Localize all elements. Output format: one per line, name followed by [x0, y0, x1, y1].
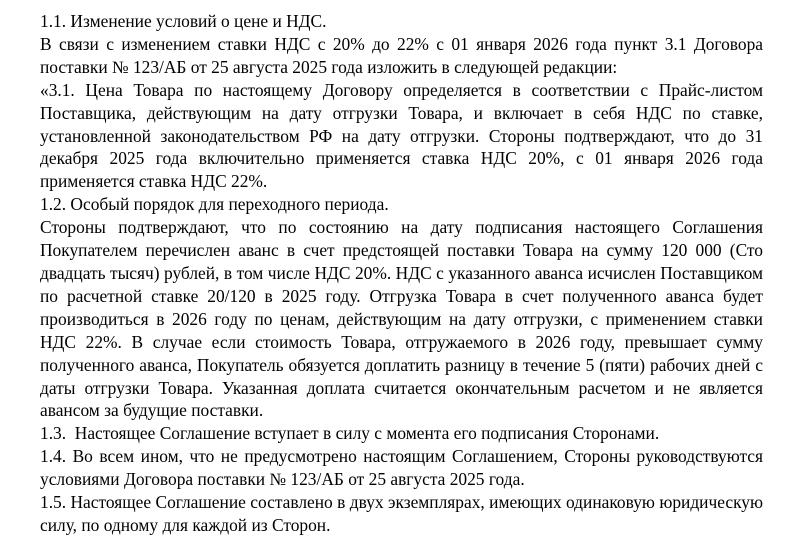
clause-1-4: 1.4. Во всем ином, что не предусмотрено настоящим Соглашением, Стороны руководствуются условиями Договора поставки № 123/АБ от 25 августа 2025 года.	[40, 446, 763, 490]
clause-1-2-heading: 1.2. Особый порядок для переходного периода.	[40, 194, 389, 215]
clause-3-1-new-wording: «3.1. Цена Товара по настоящему Договору определяется в соответствии с Прайс-листом Поставщика, действующим на дату отгрузки Товара, и включает в себя НДС по ставке, установленной законодательством РФ на дату отгрузки. Стороны подтверждают, что до 31 декабря 2025 года включительно применяется ставка НДС 20%, с 01 января 2026 года применяется ставка НДС 22%.	[40, 79, 763, 192]
clause-1-1-heading: 1.1. Изменение условий о цене и НДС.	[40, 11, 327, 31]
clause-1-3: 1.3. Настоящее Соглашение вступает в силу с момента его подписания Сторонами.	[40, 423, 660, 444]
clause-1-1-intro: В связи с изменением ставки НДС с 20% до 22% с 01 января 2026 года пункт 3.1 Договора поставки № 123/АБ от 25 августа 2025 года изложить в следующей редакции:	[40, 33, 763, 77]
clause-1-5: 1.5. Настоящее Соглашение составлено в двух экземплярах, имеющих одинаковую юридическую силу, по одному для каждой из Сторон.	[40, 492, 763, 535]
clause-1-2-body: Стороны подтверждают, что по состоянию на дату подписания настоящего Соглашения Покупателем перечислен аванс в счет предстоящей поставки Товара на сумму 120 000 (Сто двадцать тысяч) рублей, в том числе НДС 20%. НДС с указанного аванса исчислен Поставщиком по расчетной ставке 20/120 в 2025 году. Отгрузка Товара в счет полученного аванса будет производиться в 2026 году по ценам, действующим на дату отгрузки, с применением ставки НДС 22%. В случае если стоимость Товара, отгружаемого в 2026 году, превышает сумму полученного аванса, Покупатель обязуется доплатить разницу в течение 5 (пяти) рабочих дней с даты отгрузки Товара. Указанная доплата считается окончательным расчетом и не является авансом за будущие поставки.	[40, 217, 763, 421]
